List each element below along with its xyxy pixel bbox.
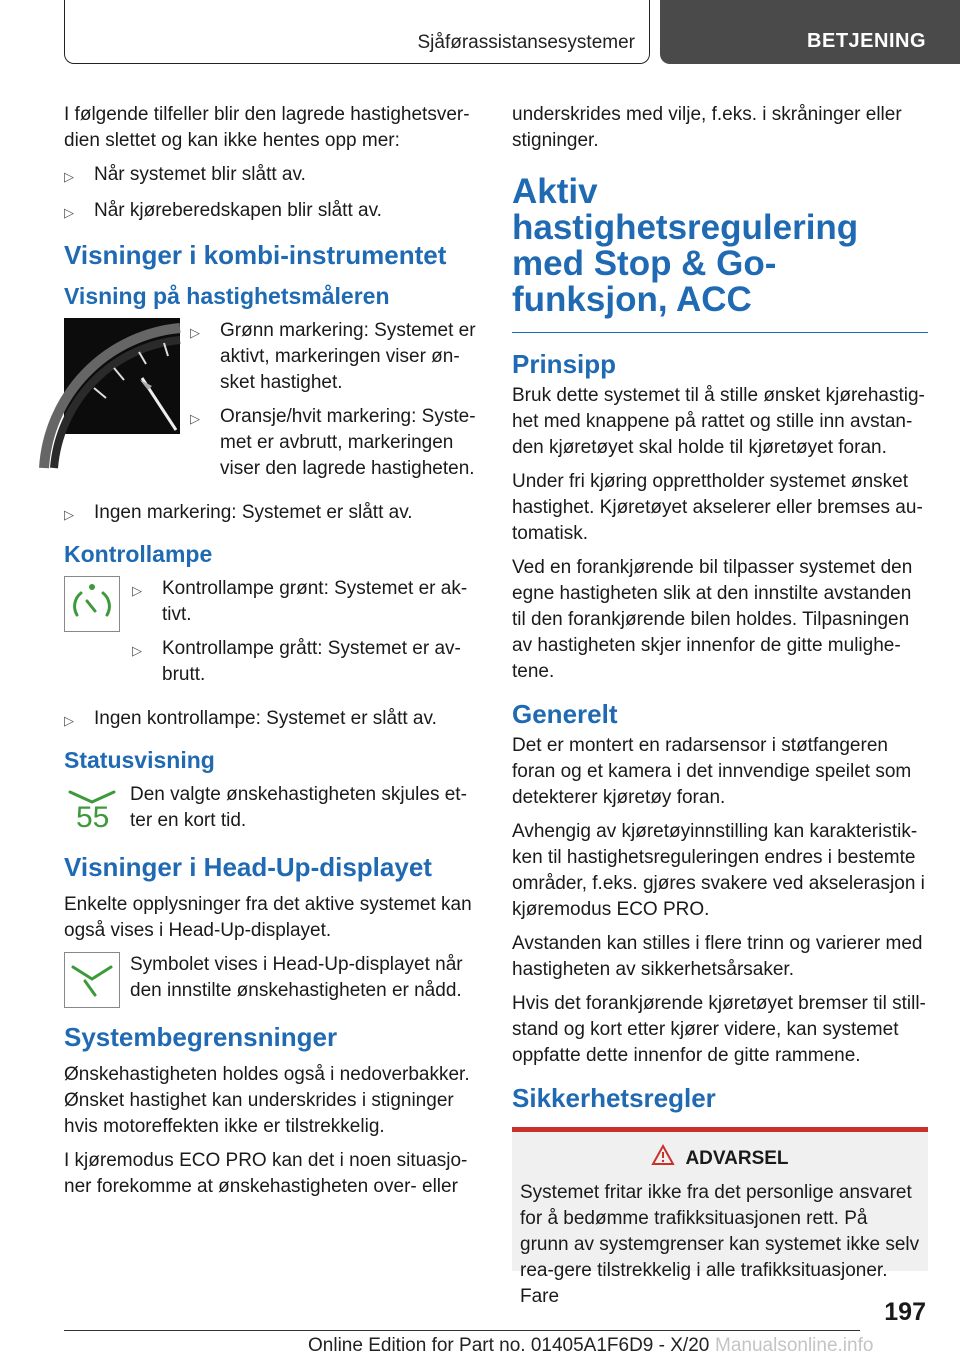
generelt-paragraph-4: Hvis det forankjørende kjøretøyet bremser til still-stand og kort etter kjører videre, kan systemet oppfatte dette innenfor de gitte rammene. bbox=[512, 993, 926, 1066]
heading-sikkerhetsregler: Sikkerhetsregler bbox=[512, 1083, 716, 1113]
triangle-bullet-icon: ▷ bbox=[64, 169, 74, 184]
triangle-bullet-icon: ▷ bbox=[190, 411, 200, 426]
left-column bbox=[64, 102, 478, 1208]
heading-systembegrensninger: Systembegrensninger bbox=[64, 1022, 338, 1052]
triangle-bullet-icon: ▷ bbox=[132, 643, 142, 658]
warning-text: Systemet fritar ikke fra det personlige ansvaret for å bedømme trafikksituasjonen rett. På grunn av systemgrenser kan systemet ikke selv rea-gere tilstrekkelig i alle trafikksituasjoner. Fare bbox=[520, 1182, 920, 1307]
heading-generelt: Generelt bbox=[512, 699, 618, 729]
hud-paragraph: Enkelte opplysninger fra det aktive systemet kan også vises i Head-Up-displayet. bbox=[64, 894, 472, 941]
heading-kontrollampe: Kontrollampe bbox=[64, 541, 213, 567]
speedometer-list bbox=[190, 318, 478, 490]
speedometer-image bbox=[64, 318, 180, 490]
footer-rule bbox=[64, 1330, 860, 1331]
lamp-list bbox=[130, 576, 478, 696]
list-item: ▷ Oransje/hvit markering: Syste-met er avbrutt, markeringen viser den lagrede hastigheten. bbox=[190, 404, 478, 482]
header-section-tab bbox=[64, 0, 650, 64]
triangle-bullet-icon: ▷ bbox=[132, 583, 142, 598]
list-item: ▷ Grønn markering: Systemet er aktivt, markeringen viser øn-sket hastighet. bbox=[190, 318, 478, 396]
list-item: ▷ Ingen kontrollampe: Systemet er slått av. bbox=[64, 706, 478, 734]
system-paragraph-1: Ønskehastigheten holdes også i nedoverbakker. Ønsket hastighet kan underskrides i stigninger hvis motoreffekten ikke er tilstrekkelig. bbox=[64, 1064, 470, 1137]
warning-triangle-icon bbox=[651, 1144, 675, 1174]
acc-indicator-lamp-icon bbox=[64, 576, 120, 632]
triangle-bullet-icon: ▷ bbox=[190, 325, 200, 340]
prinsipp-paragraph-3: Ved en forankjørende bil tilpasser systemet den egne hastigheten slik at den innstilte avstanden til den forankjørende bilen holdes. Tilpasningen av hastigheten skjer innenfor de gitte mulighe-tene. bbox=[512, 557, 913, 682]
triangle-bullet-icon: ▷ bbox=[64, 713, 74, 728]
watermark: Manualsonline.info bbox=[715, 1335, 874, 1356]
intro-paragraph: I følgende tilfeller blir den lagrede hastighetsver-dien slettet og kan ikke hentes opp mer: bbox=[64, 104, 470, 151]
list-item: ▷ Når kjøreberedskapen blir slått av. bbox=[64, 198, 478, 226]
generelt-paragraph-2: Avhengig av kjøretøyinnstilling kan karakteristik-ken til hastighetsreguleringen endres i bestemte områder, f.eks. gjøres svakere ved akselerasjon i kjøremodus ECO PRO. bbox=[512, 821, 925, 920]
hud-figure-row bbox=[64, 952, 478, 1008]
status-speed-icon bbox=[64, 782, 120, 838]
right-column bbox=[512, 102, 928, 1307]
continued-paragraph: underskrides med vilje, f.eks. i skråninger eller stigninger. bbox=[512, 104, 902, 151]
lamp-figure-row bbox=[64, 576, 478, 696]
generelt-paragraph-3: Avstanden kan stilles i flere trinn og varierer med hastigheten av sikkerhetsårsaker. bbox=[512, 933, 923, 980]
system-paragraph-2: I kjøremodus ECO PRO kan det i noen situasjo-ner forekomme at ønskehastigheten over- eller bbox=[64, 1150, 468, 1197]
list-item: ▷ Når systemet blir slått av. bbox=[64, 162, 478, 190]
status-speed-number: 55 bbox=[76, 801, 110, 834]
list-item: ▷ Ingen markering: Systemet er slått av. bbox=[64, 500, 478, 528]
footer-edition: Online Edition for Part no. 01405A1F6D9 - X/20 bbox=[308, 1335, 710, 1356]
heading-acc: Aktiv hastighetsregulering med Stop & Go-funksjon, ACC bbox=[512, 172, 859, 319]
section-title: Sjåførassistansesystemer bbox=[417, 32, 635, 53]
heading-statusvisning: Statusvisning bbox=[64, 747, 215, 773]
warning-header bbox=[520, 1144, 920, 1174]
triangle-bullet-icon: ▷ bbox=[64, 507, 74, 522]
heading-prinsipp: Prinsipp bbox=[512, 349, 617, 379]
page-number: 197 bbox=[884, 1298, 926, 1326]
prinsipp-paragraph-1: Bruk dette systemet til å stille ønsket kjørehastig-het med knappene på rattet og stille inn avstan-den kjøretøyet skal holde til kjøretøyet foran. bbox=[512, 385, 925, 458]
status-figure-row bbox=[64, 782, 478, 838]
hud-symbol-text: Symbolet vises i Head-Up-displayet når den innstilte ønskehastigheten er nådd. bbox=[130, 954, 463, 1001]
heading-rule bbox=[512, 332, 928, 333]
generelt-paragraph-1: Det er montert en radarsensor i støtfangeren foran og et kamera i det innvendige speilet som detekterer kjøretøy foran. bbox=[512, 735, 912, 808]
warning-box bbox=[512, 1127, 928, 1307]
warning-title: ADVARSEL bbox=[685, 1148, 789, 1169]
list-item: ▷ Kontrollampe grønt: Systemet er ak-tivt. bbox=[132, 576, 478, 628]
speedometer-figure-row bbox=[64, 318, 478, 490]
list-item: ▷ Kontrollampe grått: Systemet er av-brutt. bbox=[132, 636, 478, 688]
status-text: Den valgte ønskehastigheten skjules et-ter en kort tid. bbox=[130, 784, 467, 831]
chapter-title: BETJENING bbox=[807, 30, 926, 52]
prinsipp-paragraph-2: Under fri kjøring opprettholder systemet ønsket hastighet. Kjøretøyet akselerer eller bremses au-tomatisk. bbox=[512, 471, 923, 544]
hud-symbol-icon bbox=[64, 952, 120, 1008]
heading-head-up: Visninger i Head-Up-displayet bbox=[64, 852, 432, 882]
heading-visninger: Visninger i kombi-instrumentet bbox=[64, 240, 447, 270]
heading-visning-hastighetsmaler: Visning på hastighetsmåleren bbox=[64, 283, 390, 309]
triangle-bullet-icon: ▷ bbox=[64, 205, 74, 220]
header-chapter-tab bbox=[660, 0, 960, 64]
